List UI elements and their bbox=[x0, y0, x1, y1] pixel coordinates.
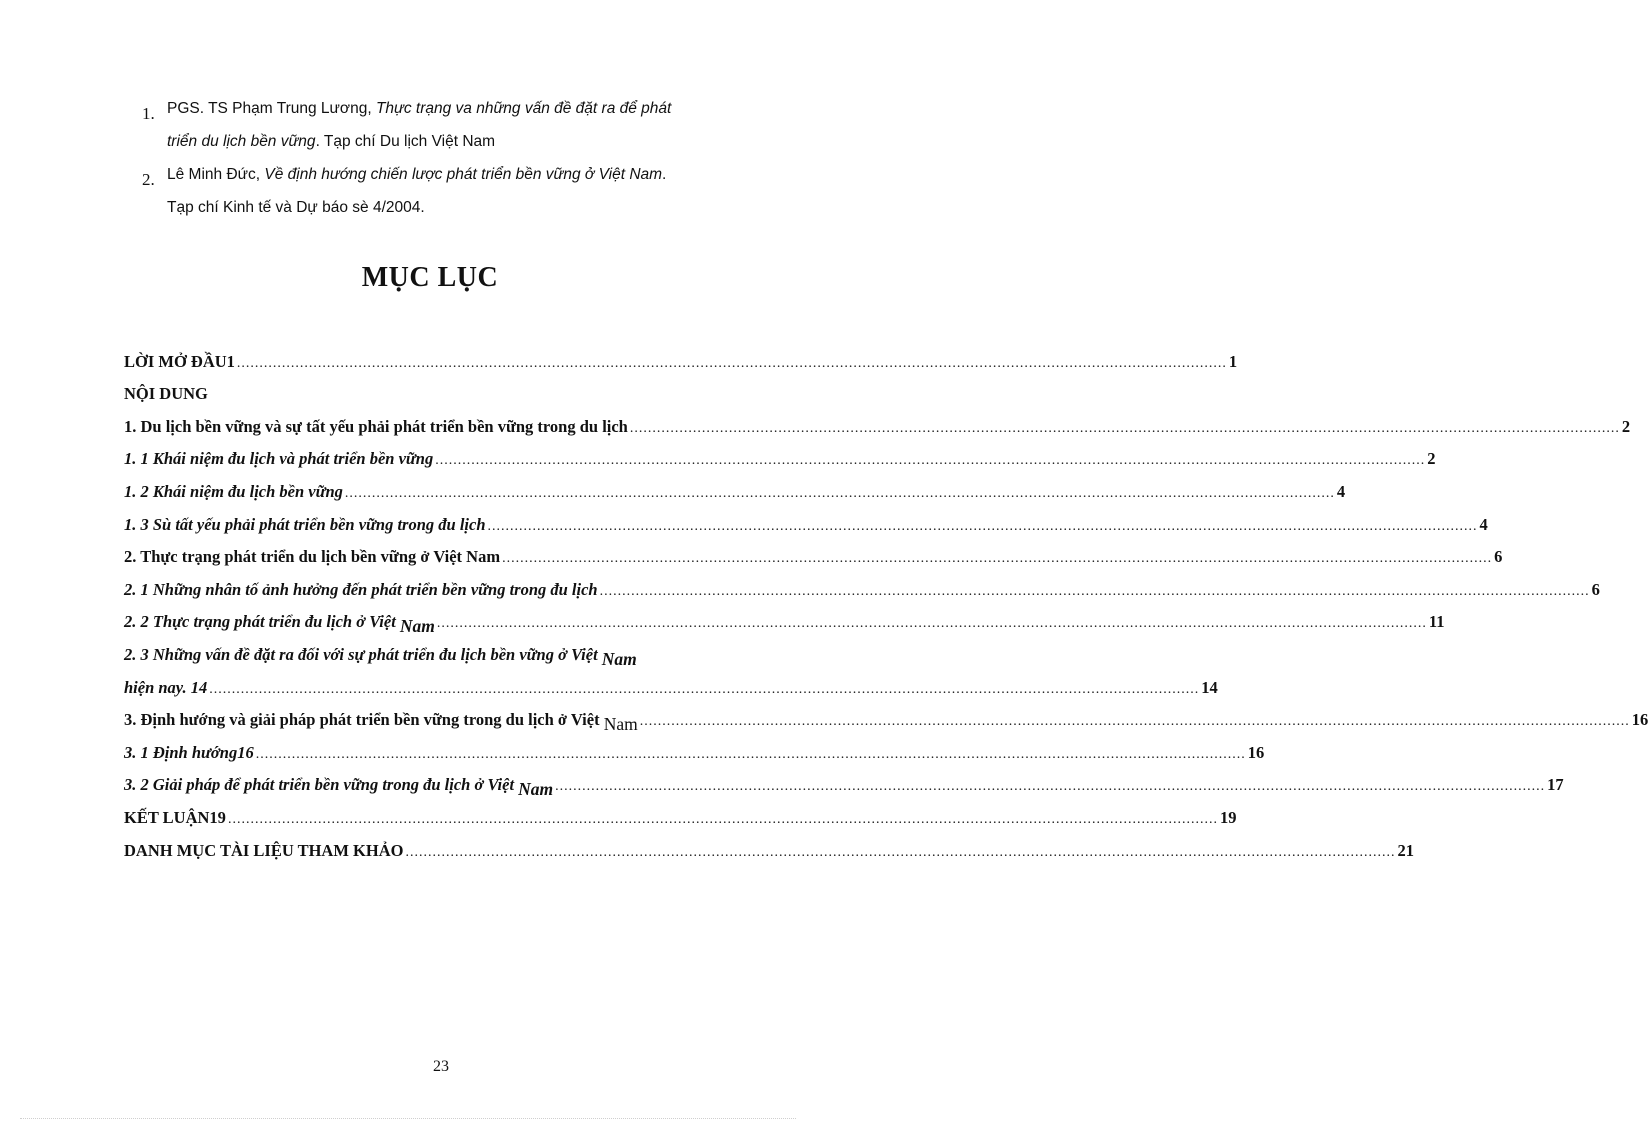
leader-dots: ............................................................................................................................................................................................................................ bbox=[227, 811, 1218, 827]
leader-dots: ............................................................................................................................................................................................................................ bbox=[344, 485, 1335, 501]
toc-entry[interactable]: 2. 2 Thực trạng phát triển đu lịch ở Việt Nam ............................................................................................................................................................................................................................ 11 bbox=[124, 612, 1445, 637]
reference-author: PGS. TS Phạm Trung Lương, bbox=[167, 100, 376, 117]
reference-author: Lê Minh Đức, bbox=[167, 166, 265, 183]
toc-entry[interactable]: KẾT LUẬN19 ............................................................................................................................................................................................................................ 19 bbox=[124, 807, 1237, 827]
toc-page-number: 2 bbox=[1621, 416, 1631, 436]
leader-dots: ............................................................................................................................................................................................................................ bbox=[599, 583, 1590, 599]
toc-entry[interactable]: LỜI MỞ ĐẦU1 ............................................................................................................................................................................................................................ 1 bbox=[124, 351, 1238, 371]
page-number: 23 bbox=[433, 1058, 449, 1075]
reference-list bbox=[0, 92, 816, 224]
toc-page-number: 21 bbox=[1397, 840, 1414, 860]
toc-entry[interactable]: 1. 2 Khái niệm đu lịch bền vững ............................................................................................................................................................................................................................ 4 bbox=[124, 481, 1346, 501]
reference-number: 2. bbox=[142, 170, 155, 189]
toc-page-number: 4 bbox=[1336, 481, 1346, 501]
reference-item-1 bbox=[0, 92, 816, 158]
toc-entry-continuation[interactable]: hiện nay. 14 ............................................................................................................................................................................................................................ 14 bbox=[124, 677, 1218, 697]
leader-dots: ............................................................................................................................................................................................................................ bbox=[405, 844, 1396, 860]
leader-dots: ............................................................................................................................................................................................................................ bbox=[236, 355, 1227, 371]
toc-page-number: 2 bbox=[1427, 449, 1436, 469]
toc-entry[interactable]: 2. 1 Những nhân tố ảnh hưởng đến phát triển bền vững trong đu lịch ............................................................................................................................................................................................................................ 6 bbox=[124, 579, 1600, 599]
table-of-contents bbox=[124, 339, 1648, 861]
page-bottom-divider bbox=[20, 1118, 796, 1119]
toc-entry[interactable]: 1. Du lịch bền vững và sự tất yếu phải phát triển bền vững trong du lịch ............................................................................................................................................................................................................................ 2 bbox=[124, 416, 1631, 436]
leader-dots: ............................................................................................................................................................................................................................ bbox=[436, 616, 1427, 632]
leader-dots: ............................................................................................................................................................................................................................ bbox=[209, 681, 1200, 697]
reference-title-cont: triển du lịch bền vững bbox=[167, 133, 316, 150]
reference-source: . Tạp chí Du lịch Việt Nam bbox=[315, 133, 496, 150]
reference-title: Thực trạng va những vấn đề đặt ra để phát bbox=[375, 100, 672, 117]
leader-dots: ............................................................................................................................................................................................................................ bbox=[639, 714, 1630, 730]
toc-entry[interactable]: 3. 1 Định hướng16 ............................................................................................................................................................................................................................ 16 bbox=[124, 742, 1265, 762]
toc-entry[interactable]: DANH MỤC TÀI LIỆU THAM KHẢO ............................................................................................................................................................................................................................ 21 bbox=[124, 840, 1414, 860]
reference-source: Tạp chí Kinh tế và Dự báo sè 4/2004. bbox=[167, 199, 425, 216]
toc-title: MỤC LỤC bbox=[361, 262, 499, 293]
toc-page-number: 6 bbox=[1494, 547, 1503, 567]
toc-heading: NỘI DUNG bbox=[124, 384, 208, 404]
toc-page-number: 4 bbox=[1479, 514, 1488, 534]
toc-entry[interactable]: 2. 3 Những vấn đề đặt ra đối với sự phát triển đu lịch bền vững ở Việt Nam bbox=[124, 644, 637, 669]
reference-number: 1. bbox=[142, 104, 155, 123]
toc-page-number: 16 bbox=[1631, 710, 1648, 730]
leader-dots: ............................................................................................................................................................................................................................ bbox=[487, 518, 1478, 534]
reference-title: Về định hướng chiến lược phát triển bền vững ở Việt Nam bbox=[264, 166, 663, 183]
toc-page-number: 6 bbox=[1591, 579, 1600, 599]
leader-dots: ............................................................................................................................................................................................................................ bbox=[502, 551, 1493, 567]
toc-entry[interactable]: 2. Thực trạng phát triển du lịch bền vững ở Việt Nam ............................................................................................................................................................................................................................ 6 bbox=[124, 547, 1503, 567]
toc-entry[interactable]: 3. 2 Giải pháp để phát triển bền vững trong đu lịch ở Việt Nam ............................................................................................................................................................................................................................ 17 bbox=[124, 775, 1564, 800]
toc-page-number: 11 bbox=[1428, 612, 1445, 632]
leader-dots: ............................................................................................................................................................................................................................ bbox=[555, 779, 1546, 795]
toc-page-number: 16 bbox=[1247, 742, 1265, 762]
toc-page-number: 19 bbox=[1219, 807, 1237, 827]
toc-entry[interactable]: 1. 3 Sù tất yếu phải phát triển bền vững trong đu lịch ............................................................................................................................................................................................................................ 4 bbox=[124, 514, 1488, 534]
toc-entry[interactable]: 1. 1 Khái niệm đu lịch và phát triển bền vững ............................................................................................................................................................................................................................ 2 bbox=[124, 449, 1436, 469]
leader-dots: ............................................................................................................................................................................................................................ bbox=[435, 453, 1426, 469]
leader-dots: ............................................................................................................................................................................................................................ bbox=[629, 420, 1620, 436]
toc-entry[interactable]: 3. Định hướng và giải pháp phát triển bền vững trong du lịch ở Việt Nam ............................................................................................................................................................................................................................ 16 bbox=[124, 710, 1648, 735]
leader-dots: ............................................................................................................................................................................................................................ bbox=[255, 746, 1246, 762]
toc-page-number: 14 bbox=[1201, 677, 1218, 697]
reference-item-2: 2. Lê Minh Đức, Về định hướng chiến lược phát triển bền vững ở Việt Nam. Tạp chí Kinh tế và Dự báo sè 4/2004. bbox=[142, 166, 667, 216]
toc-page-number: 17 bbox=[1547, 775, 1564, 795]
toc-page-number: 1 bbox=[1228, 351, 1238, 371]
